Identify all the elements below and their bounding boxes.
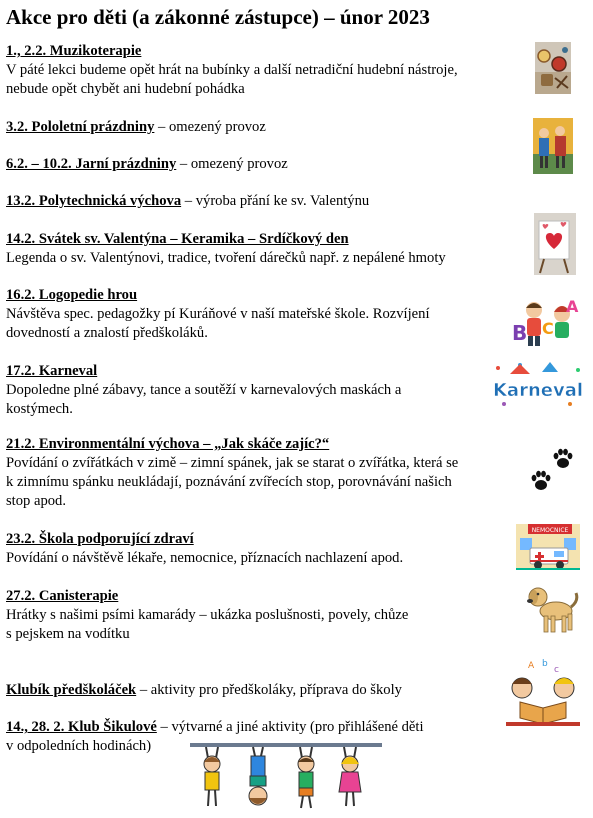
event-heading: 14.2. Svátek sv. Valentýna – Keramika – Srdíčkový den [6, 231, 349, 247]
event-heading: 13.2. Polytechnická výchova [6, 193, 182, 209]
event-karneval [6, 362, 401, 419]
event-valentyn [6, 230, 446, 268]
event-inline-text: – výroba přání ke sv. Valentýnu [181, 193, 370, 209]
event-heading: 23.2. Škola podporující zdraví [6, 531, 194, 547]
event-heading: Klubík předškoláček [6, 682, 137, 698]
event-description: Legenda o sv. Valentýnovi, tradice, tvoření dárečků např. z nepálené hmoty [6, 250, 446, 266]
event-heading: 17.2. Karneval [6, 363, 98, 379]
svg-text:c: c [554, 665, 559, 675]
svg-text:A: A [566, 297, 579, 316]
event-description: s pejskem na vodítku [6, 626, 130, 642]
event-inline-text: – výtvarné a jiné aktivity (pro přihlášené děti [156, 719, 424, 735]
event-heading: 6.2. – 10.2. Jarní prázdniny [6, 156, 177, 172]
event-heading: 1., 2.2. Muzikoterapie [6, 43, 142, 59]
event-inline-text: – omezený provoz [154, 119, 266, 135]
event-description: nebude opět chybět ani hudební pohádka [6, 81, 245, 97]
music-instruments-photo [535, 42, 571, 94]
kids-reading-book-icon [502, 656, 584, 728]
hearts-canvas-photo [534, 213, 576, 275]
event-description: Povídání o návštěvě lékaře, nemocnice, příznacích nachlazení apod. [6, 550, 404, 566]
event-description: Hrátky s našimi psími kamarády – ukázka poslušnosti, povely, chůze [6, 607, 409, 623]
event-heading: 3.2. Pololetní prázdniny [6, 119, 155, 135]
event-polytechnicka-vychova [6, 192, 369, 211]
paw-prints-icon [527, 444, 579, 496]
event-heading: 16.2. Logopedie hrou [6, 287, 138, 303]
event-description: V páté lekci budeme opět hrát na bubínky a další netradiční hudební nástroje, [6, 62, 458, 78]
event-description: Povídání o zvířátkách v zimě – zimní spánek, jak se starat o zvířátka, která se [6, 455, 459, 471]
event-inline-text: – omezený provoz [176, 156, 288, 172]
event-heading: 14., 28. 2. Klub Šikulové [6, 719, 157, 735]
dog-icon [526, 583, 580, 635]
event-canisterapie [6, 587, 408, 644]
event-description: Dopoledne plné zábavy, tance a soutěží v karnevalových maskách a [6, 382, 402, 398]
children-photo [533, 118, 573, 174]
event-heading: 21.2. Environmentální výchova – „Jak skáče zajíc?“ [6, 436, 330, 452]
event-description: v odpoledních hodinách) [6, 738, 152, 754]
event-description: stop apod. [6, 493, 66, 509]
event-klubik-predskolacek [6, 681, 402, 700]
event-description: kostýmech. [6, 401, 73, 417]
event-description: dovedností a znalostí předškoláků. [6, 325, 208, 341]
svg-text:A: A [528, 661, 535, 671]
event-description: Návštěva spec. pedagožky pí Kuráňové v naší mateřské škole. Rozvíjení [6, 306, 430, 322]
event-heading: 27.2. Canisterapie [6, 588, 119, 604]
ambulance-hospital-icon [514, 522, 582, 572]
event-environmentalni-vychova [6, 435, 458, 511]
karneval-logo [490, 360, 586, 410]
event-muzikoterapie [6, 42, 458, 99]
event-inline-text: – aktivity pro předškoláky, příprava do školy [136, 682, 402, 698]
svg-text:B: B [512, 321, 528, 345]
karneval-logo-text: Karneval [492, 380, 584, 401]
hanging-kids-icon [188, 742, 384, 814]
kids-letters-icon [510, 294, 582, 350]
event-jarni-prazdniny [6, 155, 288, 174]
event-skola-zdravi [6, 530, 403, 568]
svg-text:b: b [542, 659, 548, 669]
page-title: Akce pro děti (a zákonné zástupce) – únor 2023 [6, 5, 430, 29]
event-description: k zimnímu spánku neukládají, poznávání zvířecích stop, porovnávání našich [6, 474, 452, 490]
event-pololetni-prazdniny [6, 118, 266, 137]
event-logopedie [6, 286, 430, 343]
hospital-sign-text: NEMOCNICE [531, 527, 569, 534]
svg-text:C: C [542, 319, 554, 338]
